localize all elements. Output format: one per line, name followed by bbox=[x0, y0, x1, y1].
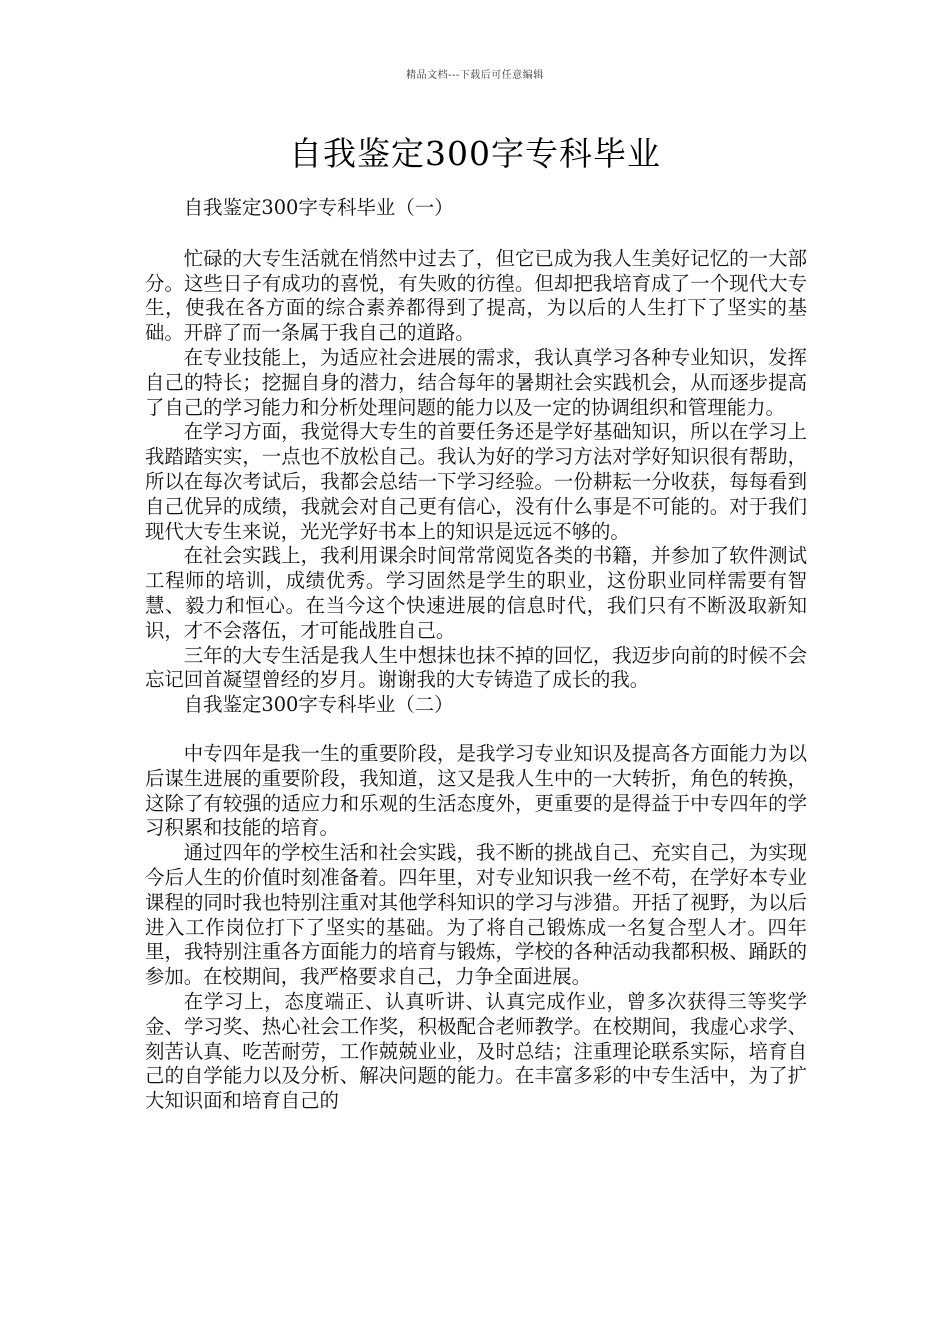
section-heading-two: 自我鉴定300字专科毕业（二） bbox=[183, 693, 454, 717]
paragraph: 在社会实践上，我利用课余时间常常阅览各类的书籍，并参加了软件测试工程师的培训，成绩优秀。学习固然是学生的职业，这份职业同样需要有智慧、毅力和恒心。在当今这个快速进展的信息时代，我们只有不断汲取新知识，才不会落伍，才可能战胜自己。 bbox=[145, 544, 807, 642]
document-title: 自我鉴定300字专科毕业 bbox=[289, 134, 661, 173]
paragraph: 在专业技能上，为适应社会进展的需求，我认真学习各种专业知识，发挥自己的特长；挖掘自身的潜力，结合每年的暑期社会实践机会，从而逐步提高了自己的学习能力和分析处理问题的能力以及一定的协调组织和管理能力。 bbox=[145, 345, 807, 419]
paragraph: 在学习方面，我觉得大专生的首要任务还是学好基础知识，所以在学习上我踏踏实实，一点也不放松自己。我认为好的学习方法对学好知识很有帮助，所以在每次考试后，我都会总结一下学习经验。一份耕耘一分收获，每每看到自己优异的成绩，我就会对自己更有信心，没有什么事是不可能的。对于我们现代大专生来说，光光学好书本上的知识是远远不够的。 bbox=[145, 420, 807, 543]
paragraph: 通过四年的学校生活和社会实践，我不断的挑战自己、充实自己，为实现今后人生的价值时刻准备着。四年里，对专业知识我一丝不苟，在学好本专业课程的同时我也特别注重对其他学科知识的学习与涉猎。开括了视野，为以后进入工作岗位打下了坚实的基础。为了将自己锻炼成一名复合型人才。四年里，我特别注重各方面能力的培育与锻炼，学校的各种活动我都积极、踊跃的参加。在校期间，我严格要求自己，力争全面进展。 bbox=[145, 841, 807, 989]
header-note: 精品文档---下载后可任意编辑 bbox=[406, 70, 544, 81]
paragraph: 三年的大专生活是我人生中想抹也抹不掉的回忆，我迈步向前的时候不会忘记回首凝望曾经的岁月。谢谢我的大专铸造了成长的我。 bbox=[145, 643, 807, 692]
paragraph: 在学习上，态度端正、认真听讲、认真完成作业，曾多次获得三等奖学金、学习奖、热心社会工作奖，积极配合老师教学。在校期间，我虚心求学、刻苦认真、吃苦耐劳，工作兢兢业业，及时总结；注重理论联系实际，培育自己的自学能力以及分析、解决问题的能力。在丰富多彩的中专生活中，为了扩大知识面和培育自己的 bbox=[145, 989, 807, 1113]
paragraph: 中专四年是我一生的重要阶段，是我学习专业知识及提高各方面能力为以后谋生进展的重要阶段，我知道，这又是我人生中的一大转折，角色的转换，这除了有较强的适应力和乐观的生活态度外，更重要的是得益于中专四年的学习积累和技能的培育。 bbox=[145, 741, 807, 840]
section-heading-one: 自我鉴定300字专科毕业（一） bbox=[183, 196, 454, 219]
document-body bbox=[145, 196, 807, 1114]
paragraph: 忙碌的大专生活就在悄然中过去了，但它已成为我人生美好记忆的一大部分。这些日子有成功的喜悦，有失败的彷徨。但却把我培育成了一个现代大专生，使我在各方面的综合素养都得到了提高，为以后的人生打下了坚实的基础。开辟了而一条属于我自己的道路。 bbox=[145, 246, 807, 345]
